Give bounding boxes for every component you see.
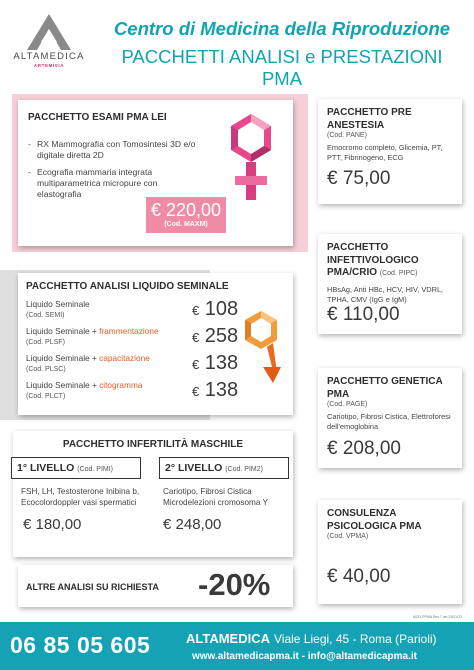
package-title: PACCHETTO GENETICA PMA	[327, 376, 443, 400]
package-card-infettivologico	[318, 234, 462, 334]
package-price: € 220,00	[150, 200, 222, 220]
seminale-row-label: Liquido Seminale + capacitazione (Cod. PLSC)	[26, 353, 150, 373]
footer-address: Viale Liegi, 45 - Roma (Parioli)	[274, 632, 437, 646]
page-subtitle: PACCHETTI ANALISI e PRESTAZIONI PMA	[121, 46, 443, 89]
package-description: Emocromo completo, Glicemia, PT, PTT, Fibrinogeno, ECG	[327, 143, 443, 162]
package-card-psicologica	[318, 500, 462, 604]
package-card-lei	[18, 100, 293, 246]
phone-number[interactable]: 06 85 05 605	[10, 632, 151, 658]
mars-icon	[243, 309, 283, 385]
seminale-row-label: Liquido Seminale + frammentazione (Cod. PLSF)	[26, 326, 159, 346]
level-1-price: € 180,00	[23, 516, 82, 533]
package-price: € 40,00	[327, 566, 391, 587]
altre-analisi-label: ALTRE ANALISI SU RICHIESTA	[26, 582, 159, 592]
package-title: PACCHETTO ESAMI PMA LEI	[28, 112, 167, 123]
package-item: - RX Mammografia con Tomosintesi 3D e/o digitale diretta 2D	[28, 139, 198, 161]
altamedica-a-icon	[27, 14, 71, 50]
package-title: PACCHETTO INFERTILITÀ MASCHILE	[62, 439, 244, 450]
footer-brand: ALTAMEDICA	[186, 631, 271, 646]
seminale-row-price: € 138	[192, 352, 239, 374]
seminale-row	[26, 300, 276, 326]
package-description: HBsAg, Anti HBc, HCV, HIV, VDRL, TPHA, CMV (IgG e IgM)	[327, 284, 444, 304]
package-price: € 110,00	[327, 304, 400, 325]
footer-web-contacts[interactable]: www.altamedicapma.it - info@altamedicapma.it	[192, 651, 417, 662]
discount-value: -20%	[198, 567, 271, 602]
package-title: PACCHETTO INFETTIVOLOGICO PMA/CRIO (Cod. PIPC)	[327, 242, 419, 278]
seminale-row	[26, 354, 276, 380]
package-price: € 75,00	[327, 168, 391, 189]
seminale-row-price: € 258	[192, 325, 239, 347]
package-title: CONSULENZA PSICOLOGICA PMA	[327, 508, 422, 532]
level-1-description: FSH, LH, Testosterone Inibina b, Ecocolordoppler vasi spermatici	[21, 487, 140, 507]
level-2-label: 2° LIVELLO (Cod. PIM2)	[159, 457, 289, 479]
logo-subtitle: ARTEMISIA	[33, 63, 65, 68]
package-card-anestesia	[318, 99, 462, 204]
altre-analisi-card	[18, 565, 293, 607]
seminale-row	[26, 327, 276, 353]
page-title: Centro di Medicina della Riproduzione	[113, 18, 451, 39]
package-price: € 208,00	[327, 438, 401, 459]
package-card-genetica	[318, 368, 462, 468]
package-card-seminale	[18, 273, 293, 415]
price-tag	[146, 197, 226, 233]
package-description: Cariotipo, Fibrosi Cistica, Elettroforesi dell'emoglobina	[327, 412, 451, 431]
altamedica-logo	[8, 14, 90, 68]
seminale-row-price: € 108	[192, 298, 239, 320]
level-2-price: € 248,00	[163, 516, 222, 533]
package-title: PACCHETTO PRE ANESTESIA	[327, 107, 412, 131]
package-code: (Cod. VPMA)	[327, 533, 369, 540]
logo-name: ALTAMEDICA	[13, 51, 85, 62]
level-2-description: Cariotipo, Fibrosi Cistica Microdelezioni cromosoma Y	[163, 487, 268, 507]
document-revision-note: MOD-PPMA Rev.7 del 23/01/23	[412, 615, 462, 619]
seminale-row-price: € 138	[192, 379, 239, 401]
package-code: (Cod. PANE)	[327, 132, 367, 139]
seminale-row	[26, 381, 276, 407]
level-1-label: 1° LIVELLO (Cod. PIMI)	[11, 457, 141, 479]
package-card-maschile	[13, 431, 293, 557]
package-title: PACCHETTO ANALISI LIQUIDO SEMINALE	[26, 281, 229, 292]
venus-icon	[223, 112, 279, 202]
package-code: (Cod. PAGE)	[327, 401, 368, 408]
package-item: - Ecografia mammaria integrata multiparametrica micropure con elastografia	[28, 167, 188, 200]
seminale-row-label: Liquido Seminale + citogramma (Cod. PLCT)	[26, 380, 143, 400]
package-code: (Cod. MAXM)	[164, 221, 208, 228]
seminale-row-label: Liquido Seminale (Cod. SEMI)	[26, 299, 90, 319]
footer-bar	[0, 622, 474, 670]
